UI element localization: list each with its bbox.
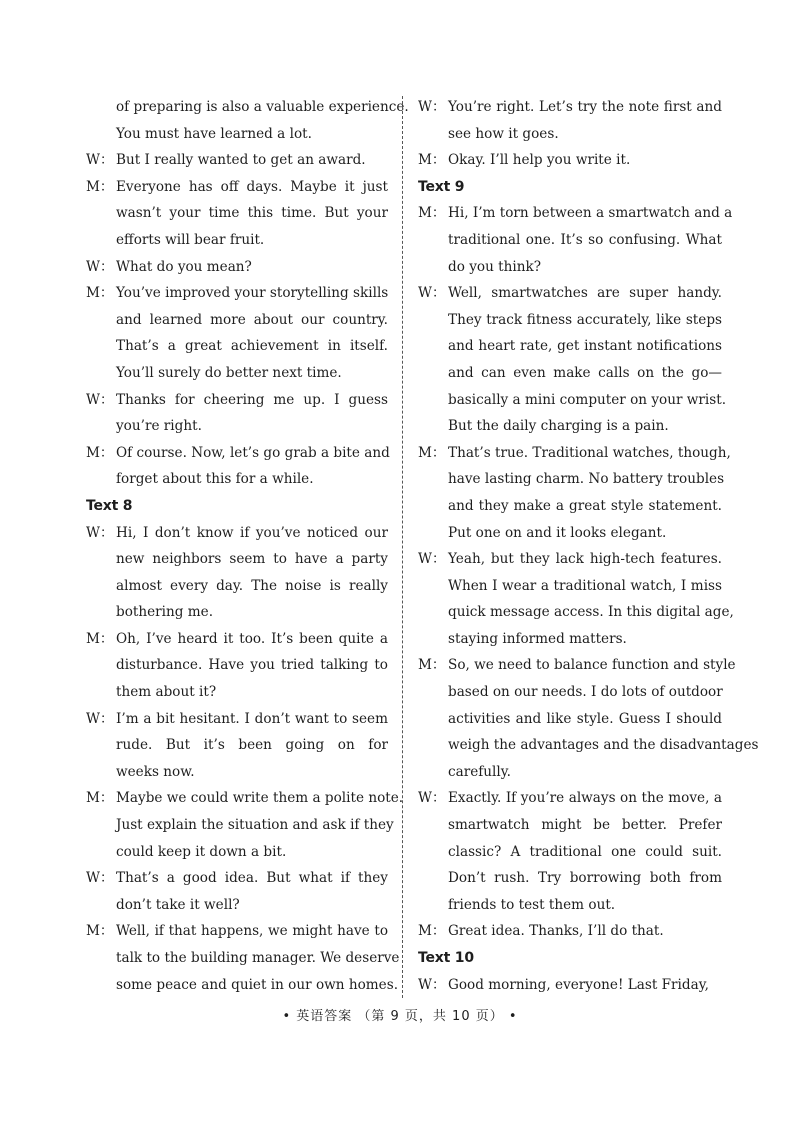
dialogue-line <box>418 94 722 121</box>
line-text: That’s a good idea. But what if they <box>116 870 388 887</box>
line-text: You’ve improved your storytelling skills <box>116 285 389 302</box>
speaker-label: M： <box>418 205 446 222</box>
speaker-label: M： <box>86 178 114 195</box>
line-text: forget about this for a while. <box>116 471 314 488</box>
line-text: That’s true. Traditional watches, though, <box>448 444 731 461</box>
dialogue-line <box>418 333 722 360</box>
dialogue-line <box>86 812 394 839</box>
dialogue-line <box>86 280 388 307</box>
dialogue-turn <box>86 865 388 918</box>
dialogue-line <box>418 599 734 626</box>
dialogue-line <box>418 785 722 812</box>
line-text: and learned more about our country. <box>116 311 388 328</box>
dialogue-line <box>418 440 731 467</box>
speaker-label: M： <box>86 444 114 461</box>
dialogue-turn <box>418 147 722 174</box>
speaker-label: M： <box>418 923 446 940</box>
line-text: But I really wanted to get an award. <box>116 152 366 169</box>
dialogue-line <box>86 466 388 493</box>
line-text: rude. But it’s been going on for <box>116 737 388 754</box>
line-text: quick message access. In this digital age, <box>448 604 734 621</box>
line-text: wasn’t your time this time. But your <box>116 205 388 222</box>
line-text: Maybe we could write them a polite note. <box>116 790 404 807</box>
line-text: some peace and quiet in our own homes. <box>116 976 399 993</box>
dialogue-turn <box>86 626 388 706</box>
dialogue-turn <box>418 785 722 918</box>
line-text: Oh, I’ve heard it too. It’s been quite a <box>116 630 388 647</box>
line-text: basically a mini computer on your wrist. <box>448 391 727 408</box>
left-column <box>86 94 409 998</box>
line-text: staying informed matters. <box>448 630 627 647</box>
speaker-label: W： <box>418 99 446 115</box>
speaker-label: M： <box>86 923 114 940</box>
line-text: Of course. Now, let’s go grab a bite and <box>116 444 390 461</box>
line-text: and can even make calls on the go— <box>448 364 722 381</box>
line-text: Just explain the situation and ask if they <box>116 817 394 834</box>
dialogue-turn <box>86 387 388 440</box>
line-text: Put one on and it looks elegant. <box>448 524 667 541</box>
column-divider <box>402 96 403 998</box>
line-text: could keep it down a bit. <box>116 843 287 860</box>
line-text: have lasting charm. No battery troubles <box>448 471 725 488</box>
dialogue-line <box>86 972 399 999</box>
dialogue-line <box>418 918 722 945</box>
dialogue-line <box>418 254 722 281</box>
dialogue-line <box>86 865 388 892</box>
dialogue-turn <box>86 440 388 493</box>
dialogue-line <box>86 174 388 201</box>
dialogue-line <box>86 227 388 254</box>
dialogue-line <box>86 254 388 281</box>
dialogue-line <box>418 466 725 493</box>
dialogue-line <box>86 706 388 733</box>
dialogue-turn <box>86 706 388 786</box>
line-text: smartwatch might be better. Prefer <box>448 817 722 834</box>
dialogue-line <box>418 546 722 573</box>
line-text: them about it? <box>116 684 217 701</box>
dialogue-line <box>86 732 388 759</box>
speaker-label: M： <box>86 790 114 807</box>
speaker-label: W： <box>418 790 446 807</box>
speaker-label: W： <box>86 258 114 275</box>
dialogue-line <box>86 918 388 945</box>
dialogue-turn <box>418 972 722 999</box>
line-text: So, we need to balance function and style <box>448 657 736 674</box>
dialogue-turn <box>86 785 404 865</box>
line-text: Okay. I’ll help you write it. <box>448 152 631 169</box>
speaker-label: M： <box>418 444 446 461</box>
dialogue-turn <box>86 280 388 386</box>
dialogue-turn <box>418 200 733 280</box>
line-text: new neighbors seem to have a party <box>116 551 388 568</box>
dialogue-line <box>86 785 404 812</box>
dialogue-line <box>418 121 722 148</box>
line-text: efforts will bear fruit. <box>116 231 265 248</box>
speaker-label: W： <box>86 524 114 541</box>
section-heading: Text 8 <box>86 497 133 514</box>
line-text: Great idea. Thanks, I’ll do that. <box>448 923 664 940</box>
dialogue-line <box>86 333 388 360</box>
dialogue-turn <box>418 94 722 147</box>
dialogue-line <box>86 360 388 387</box>
line-text: You’re right. Let’s try the note first and <box>448 99 722 115</box>
speaker-label: W： <box>418 551 446 568</box>
line-text: Hi, I don’t know if you’ve noticed our <box>116 524 388 541</box>
speaker-label: W： <box>86 152 114 169</box>
speaker-label: W： <box>86 710 114 727</box>
dialogue-line <box>418 865 722 892</box>
dialogue-line <box>86 626 388 653</box>
line-text: friends to test them out. <box>448 896 616 913</box>
line-text: You’ll surely do better next time. <box>116 364 342 381</box>
line-text: I’m a bit hesitant. I don’t want to seem <box>116 710 388 727</box>
speaker-label: W： <box>86 870 114 887</box>
dialogue-line <box>418 493 722 520</box>
dialogue-line <box>418 759 722 786</box>
line-text: activities and like style. Guess I should <box>448 710 722 727</box>
dialogue-turn <box>86 254 388 281</box>
dialogue-line <box>418 280 722 307</box>
section-heading: Text 9 <box>418 178 465 195</box>
dialogue-line <box>86 121 388 148</box>
line-text: classic? A traditional one could suit. <box>448 843 722 860</box>
dialogue-line <box>418 520 722 547</box>
dialogue-turn <box>86 174 388 254</box>
dialogue-line <box>86 892 388 919</box>
line-text: That’s a great achievement in itself. <box>116 338 388 355</box>
line-text: traditional one. It’s so confusing. What <box>448 231 722 248</box>
dialogue-line <box>86 945 400 972</box>
line-text: see how it goes. <box>448 125 559 142</box>
line-text: Exactly. If you’re always on the move, a <box>448 790 722 807</box>
line-text: weigh the advantages and the disadvantages <box>448 737 759 754</box>
dialogue-turn <box>86 94 409 147</box>
dialogue-line <box>86 307 388 334</box>
speaker-label: M： <box>418 657 446 674</box>
line-text: Well, smartwatches are super handy. <box>448 285 722 302</box>
dialogue-turn <box>418 546 734 652</box>
line-text: do you think? <box>448 258 541 275</box>
speaker-label: M： <box>418 152 446 169</box>
line-text: and heart rate, get instant notifications <box>448 338 722 355</box>
dialogue-turn <box>86 520 388 626</box>
dialogue-turn <box>418 918 722 945</box>
line-text: and they make a great style statement. <box>448 497 722 514</box>
dialogue-line <box>418 972 722 999</box>
dialogue-line <box>418 626 722 653</box>
dialogue-line <box>86 652 388 679</box>
line-text: talk to the building manager. We deserve <box>116 950 400 966</box>
line-text: disturbance. Have you tried talking to <box>116 657 388 674</box>
line-text: Everyone has off days. Maybe it just <box>116 178 388 195</box>
line-text: carefully. <box>448 763 511 780</box>
dialogue-line <box>86 147 388 174</box>
dialogue-line <box>418 227 722 254</box>
line-text: Hi, I’m torn between a smartwatch and a <box>448 205 733 222</box>
dialogue-line <box>86 546 388 573</box>
dialogue-turn <box>86 918 400 998</box>
dialogue-line <box>418 387 727 414</box>
dialogue-line <box>418 147 722 174</box>
line-text: But the daily charging is a pain. <box>448 418 669 435</box>
speaker-label: W： <box>418 976 446 993</box>
speaker-label: W： <box>418 285 446 302</box>
line-text: almost every day. The noise is really <box>116 577 388 594</box>
speaker-label: M： <box>86 285 114 302</box>
dialogue-line <box>86 599 388 626</box>
dialogue-turn <box>418 652 759 785</box>
dialogue-line <box>86 839 388 866</box>
dialogue-line <box>418 732 759 759</box>
speaker-label: M： <box>86 630 114 647</box>
dialogue-line <box>418 200 733 227</box>
line-text: weeks now. <box>116 763 195 780</box>
section-heading: Text 10 <box>418 950 474 966</box>
dialogue-turn <box>86 147 388 174</box>
line-text: Yeah, but they lack high-tech features. <box>448 551 722 568</box>
dialogue-line <box>418 413 722 440</box>
dialogue-line <box>418 812 722 839</box>
line-text: you’re right. <box>116 418 202 435</box>
dialogue-line <box>86 520 388 547</box>
dialogue-line <box>418 679 722 706</box>
line-text: based on our needs. I do lots of outdoor <box>448 684 723 701</box>
line-text: bothering me. <box>116 604 214 621</box>
line-text: Thanks for cheering me up. I guess <box>116 391 388 408</box>
line-text: don’t take it well? <box>116 896 240 913</box>
line-text: What do you mean? <box>116 258 252 275</box>
dialogue-turn <box>418 280 727 440</box>
dialogue-line <box>86 387 388 414</box>
line-text: of preparing is also a valuable experience. <box>116 99 409 115</box>
dialogue-line <box>86 679 388 706</box>
dialogue-line <box>418 307 722 334</box>
dialogue-line <box>86 413 388 440</box>
dialogue-line <box>418 360 722 387</box>
dialogue-line <box>418 892 722 919</box>
line-text: Well, if that happens, we might have to <box>116 923 388 940</box>
line-text: Good morning, everyone! Last Friday, <box>448 976 709 993</box>
dialogue-line <box>418 706 722 733</box>
dialogue-line <box>418 839 722 866</box>
dialogue-line <box>86 759 388 786</box>
dialogue-line <box>86 94 409 121</box>
dialogue-line <box>418 573 722 600</box>
line-text: They track fitness accurately, like steps <box>448 311 722 328</box>
dialogue-line <box>86 440 388 467</box>
line-text: Don’t rush. Try borrowing both from <box>448 870 722 887</box>
speaker-label: W： <box>86 391 114 408</box>
dialogue-line <box>418 652 736 679</box>
line-text: You must have learned a lot. <box>116 125 312 142</box>
page-footer: • 英语答案 （第 9 页，共 10 页） • <box>282 1009 518 1024</box>
line-text: When I wear a traditional watch, I miss <box>448 577 722 594</box>
right-column <box>418 94 759 998</box>
dialogue-line <box>86 200 388 227</box>
dialogue-line <box>86 573 388 600</box>
dialogue-turn <box>418 440 731 546</box>
